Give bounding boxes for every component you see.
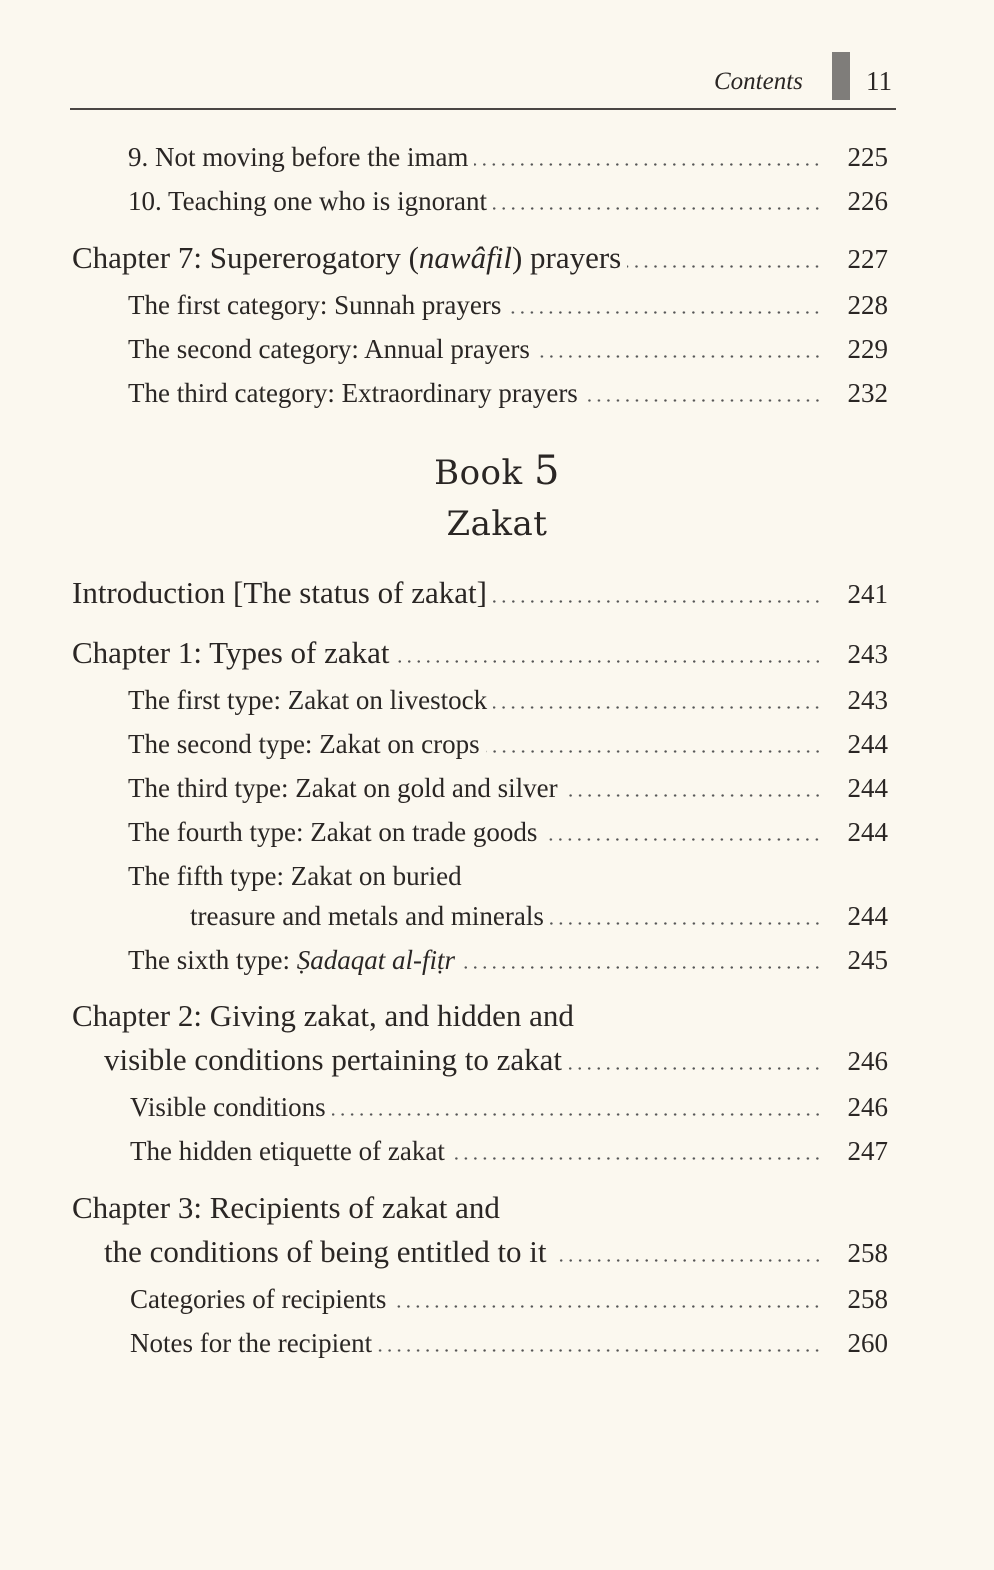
entry-title: The third type: Zakat on gold and silver [128,773,558,803]
header-section-title: Contents [714,68,803,95]
entry-page: 244 [847,817,888,847]
chapter-title: Introduction [The status of zakat] [72,575,487,610]
toc-entry[interactable] [130,1328,888,1364]
toc-entry[interactable] [130,1284,888,1320]
entry-page: 244 [847,773,888,803]
dot-leader [564,794,822,797]
entry-title [128,945,455,976]
book-title: Zakat [446,504,548,544]
entry-page: 260 [847,1328,888,1358]
toc-entry[interactable] [190,901,888,937]
entry-page: 243 [847,685,888,715]
toc-introduction[interactable] [72,575,888,615]
dot-leader [553,1259,822,1262]
toc-entry[interactable] [128,290,888,326]
entry-title: 9. Not moving before the imam [128,142,469,172]
dot-leader [332,1113,822,1116]
chapter-title: Chapter 1: Types of zakat [72,635,390,670]
dot-leader [493,706,822,709]
toc-entry[interactable] [128,142,888,178]
dot-leader [451,1157,822,1160]
chapter-page: 246 [847,1046,888,1076]
entry-page: 247 [847,1136,888,1166]
entry-page: 244 [847,729,888,759]
toc-entry[interactable] [130,1136,888,1172]
toc-entry[interactable] [130,1092,888,1128]
entry-title: Visible conditions [130,1092,326,1122]
entry-title: 10. Teaching one who is ignorant [128,186,488,216]
title-text: ) prayers [511,240,622,275]
entry-title: The fourth type: Zakat on trade goods [128,817,538,847]
dot-leader [536,355,822,358]
title-text: Chapter 7: Supererogatory ( [72,240,419,275]
entry-title: The third category: Extraordinary prayers [128,378,578,408]
entry-title: The second category: Annual prayers [128,334,530,364]
title-text: The sixth type: [128,945,297,975]
book-number: 5 [533,448,560,494]
dot-leader [474,163,822,166]
entry-title: The first type: Zakat on livestock [128,685,488,715]
toc-entry[interactable] [128,773,888,809]
entry-page: 258 [847,1284,888,1314]
chapter-2-title-line1[interactable]: Chapter 2: Giving zakat, and hidden and [72,998,574,1033]
dot-leader [543,838,822,841]
entry-page: 225 [847,142,888,172]
header-rule [70,108,896,110]
dot-leader [493,207,822,210]
entry-page: 229 [847,334,888,364]
entry-page: 232 [847,378,888,408]
dot-leader [378,1349,822,1352]
chapter-title [72,240,621,276]
chapter-page: 227 [847,244,888,274]
entry-title: The hidden etiquette of zakat [130,1136,445,1166]
chapter-page: 258 [847,1238,888,1268]
toc-entry[interactable] [128,378,888,414]
entry-page: 226 [847,186,888,216]
dot-leader [392,1305,822,1308]
dot-leader [396,660,823,663]
toc-entry[interactable] [128,729,888,765]
toc-entry[interactable] [128,685,888,721]
entry-title-line1[interactable]: The fifth type: Zakat on buried [128,861,462,891]
toc-chapter-3[interactable] [104,1234,888,1274]
dot-leader [568,1067,822,1070]
book-label: Book [434,453,523,493]
toc-chapter-2[interactable] [104,1042,888,1082]
entry-title-line2: treasure and metals and minerals [190,901,544,931]
toc-chapter-7[interactable] [72,240,888,280]
book-heading [0,448,994,494]
toc-chapter-1[interactable] [72,635,888,675]
dot-leader [507,311,822,314]
header-page-number: 11 [866,66,892,96]
entry-page: 228 [847,290,888,320]
toc-entry[interactable] [128,186,888,222]
chapter-title-line2: the conditions of being entitled to it [104,1234,547,1269]
title-italic: Ṣadaqat al-fiṭr [296,945,455,975]
header-thumb-tab [832,52,850,100]
toc-entry[interactable] [128,334,888,370]
title-italic: nawâfil [418,240,512,275]
chapter-title-line2: visible conditions pertaining to zakat [104,1042,563,1077]
entry-page: 245 [847,945,888,975]
entry-title: Categories of recipients [130,1284,387,1314]
dot-leader [550,922,822,925]
entry-page: 244 [847,901,888,931]
entry-title: The first category: Sunnah prayers [128,290,502,320]
dot-leader [627,265,822,268]
dot-leader [493,600,822,603]
dot-leader [461,966,822,969]
chapter-page: 241 [847,579,888,609]
entry-page: 246 [847,1092,888,1122]
toc-entry[interactable] [128,817,888,853]
dot-leader [486,750,822,753]
chapter-3-title-line1[interactable]: Chapter 3: Recipients of zakat and [72,1190,500,1225]
toc-entry[interactable] [128,945,888,981]
entry-title: Notes for the recipient [130,1328,373,1358]
dot-leader [584,399,822,402]
chapter-page: 243 [847,639,888,669]
entry-title: The second type: Zakat on crops [128,729,480,759]
